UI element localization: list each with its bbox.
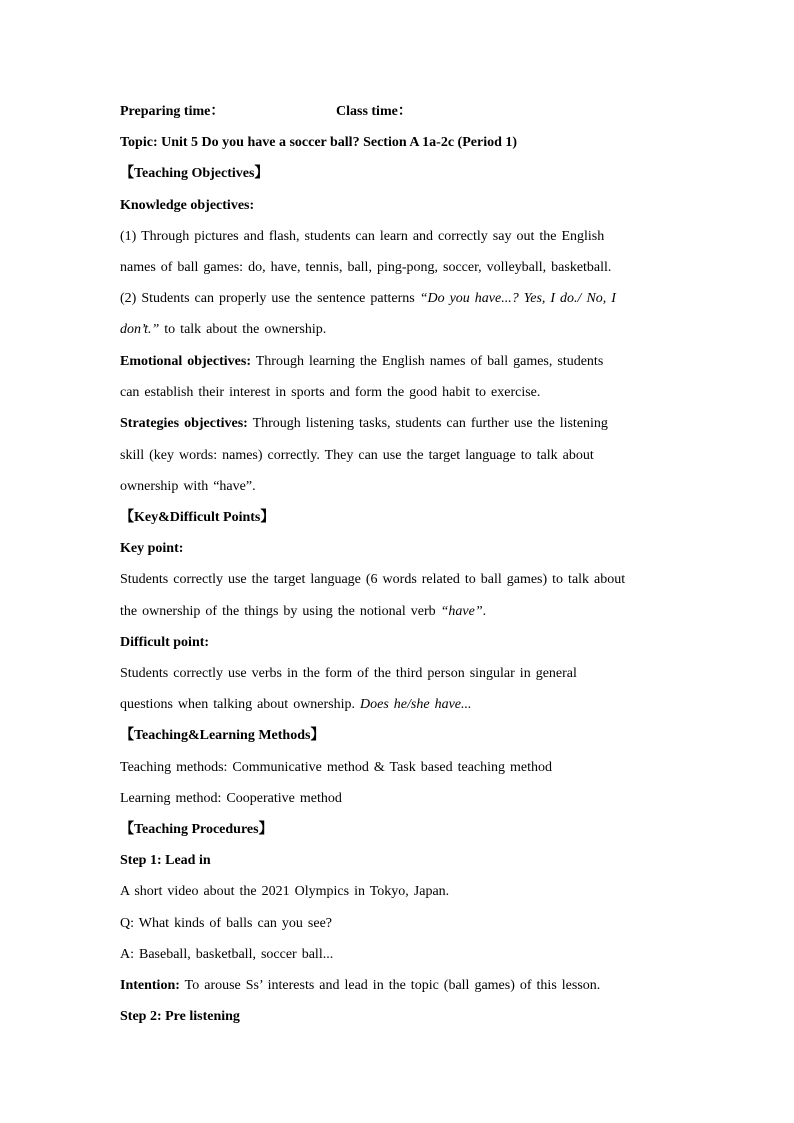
teaching-methods: Teaching methods: Communicative method & Task based teaching method xyxy=(120,760,553,775)
knowledge-heading-text: Knowledge objectives: xyxy=(120,198,255,213)
item2-italic-end: don’t.” xyxy=(120,322,160,337)
key-point-heading xyxy=(120,540,183,558)
strategies-label: Strategies objectives: xyxy=(120,416,248,431)
section-teaching-learning-methods xyxy=(120,727,324,745)
class-time-label: Class time： xyxy=(336,104,412,119)
item2-plain-end: to talk about the ownership. xyxy=(159,322,327,337)
section-title: 【Teaching&Learning Methods】 xyxy=(120,728,325,743)
difficult-point-line2 xyxy=(120,696,472,714)
learning-method: Learning method: Cooperative method xyxy=(120,791,342,806)
difficult-point-plain: questions when talking about ownership. xyxy=(120,697,361,712)
step1-question: Q: What kinds of balls can you see? xyxy=(120,916,333,931)
step1-heading xyxy=(120,852,211,870)
section-title: 【Key&Difficult Points】 xyxy=(120,510,275,525)
topic-line xyxy=(120,134,517,152)
section-title: 【Teaching Objectives】 xyxy=(120,166,269,181)
emotional-label: Emotional objectives: xyxy=(120,354,251,369)
preparing-time-label: Preparing time： xyxy=(120,104,225,119)
item2-italic: “Do you have...? Yes, I do./ No, I xyxy=(419,291,616,306)
step1-answer: A: Baseball, basketball, soccer ball... xyxy=(120,947,334,962)
difficult-point-heading xyxy=(120,634,209,652)
item2-plain: (2) Students can properly use the sentence patterns xyxy=(120,291,420,306)
strategies-line1 xyxy=(120,415,608,433)
key-point-line1: Students correctly use the target language (6 words related to ball games) to talk about xyxy=(120,572,626,587)
emotional-line2: can establish their interest in sports and form the good habit to exercise. xyxy=(120,385,541,400)
step2-heading-text: Step 2: Pre listening xyxy=(120,1009,240,1024)
key-point-heading-text: Key point: xyxy=(120,541,184,556)
difficult-point-heading-text: Difficult point: xyxy=(120,635,210,650)
knowledge-item1-line2: names of ball games: do, have, tennis, ball, ping-pong, soccer, volleyball, basketball. xyxy=(120,260,612,275)
step1-line1: A short video about the 2021 Olympics in Tokyo, Japan. xyxy=(120,884,450,899)
knowledge-item1-line1: (1) Through pictures and flash, students can learn and correctly say out the English xyxy=(120,229,605,244)
emotional-text: Through learning the English names of ball games, students xyxy=(250,354,604,369)
key-point-plain: the ownership of the things by using the notional verb xyxy=(120,604,441,619)
knowledge-item2-line2 xyxy=(120,321,326,339)
section-teaching-objectives xyxy=(120,165,268,183)
step2-heading xyxy=(120,1008,240,1026)
intention-label: Intention: xyxy=(120,978,180,993)
strategies-line2: skill (key words: names) correctly. They can use the target language to talk about xyxy=(120,448,594,463)
difficult-point-line1: Students correctly use verbs in the form of the third person singular in general xyxy=(120,666,577,681)
strategies-line3: ownership with “have”. xyxy=(120,479,256,494)
knowledge-heading xyxy=(120,197,254,215)
difficult-point-italic: Does he/she have... xyxy=(360,697,472,712)
section-teaching-procedures xyxy=(120,821,273,839)
header-line xyxy=(120,103,412,121)
topic: Topic: Unit 5 Do you have a soccer ball? Section A 1a-2c (Period 1) xyxy=(120,135,518,150)
step1-heading-text: Step 1: Lead in xyxy=(120,853,211,868)
key-point-italic: “have” xyxy=(440,604,483,619)
knowledge-item2-line1 xyxy=(120,290,616,308)
emotional-line1 xyxy=(120,353,603,371)
intention-text: To arouse Ss’ interests and lead in the topic (ball games) of this lesson. xyxy=(179,978,601,993)
section-title: 【Teaching Procedures】 xyxy=(120,822,273,837)
key-point-period: . xyxy=(482,604,487,619)
strategies-text: Through listening tasks, students can further use the listening xyxy=(247,416,608,431)
step1-intention xyxy=(120,977,600,995)
section-key-difficult-points xyxy=(120,509,274,527)
key-point-line2 xyxy=(120,603,486,621)
